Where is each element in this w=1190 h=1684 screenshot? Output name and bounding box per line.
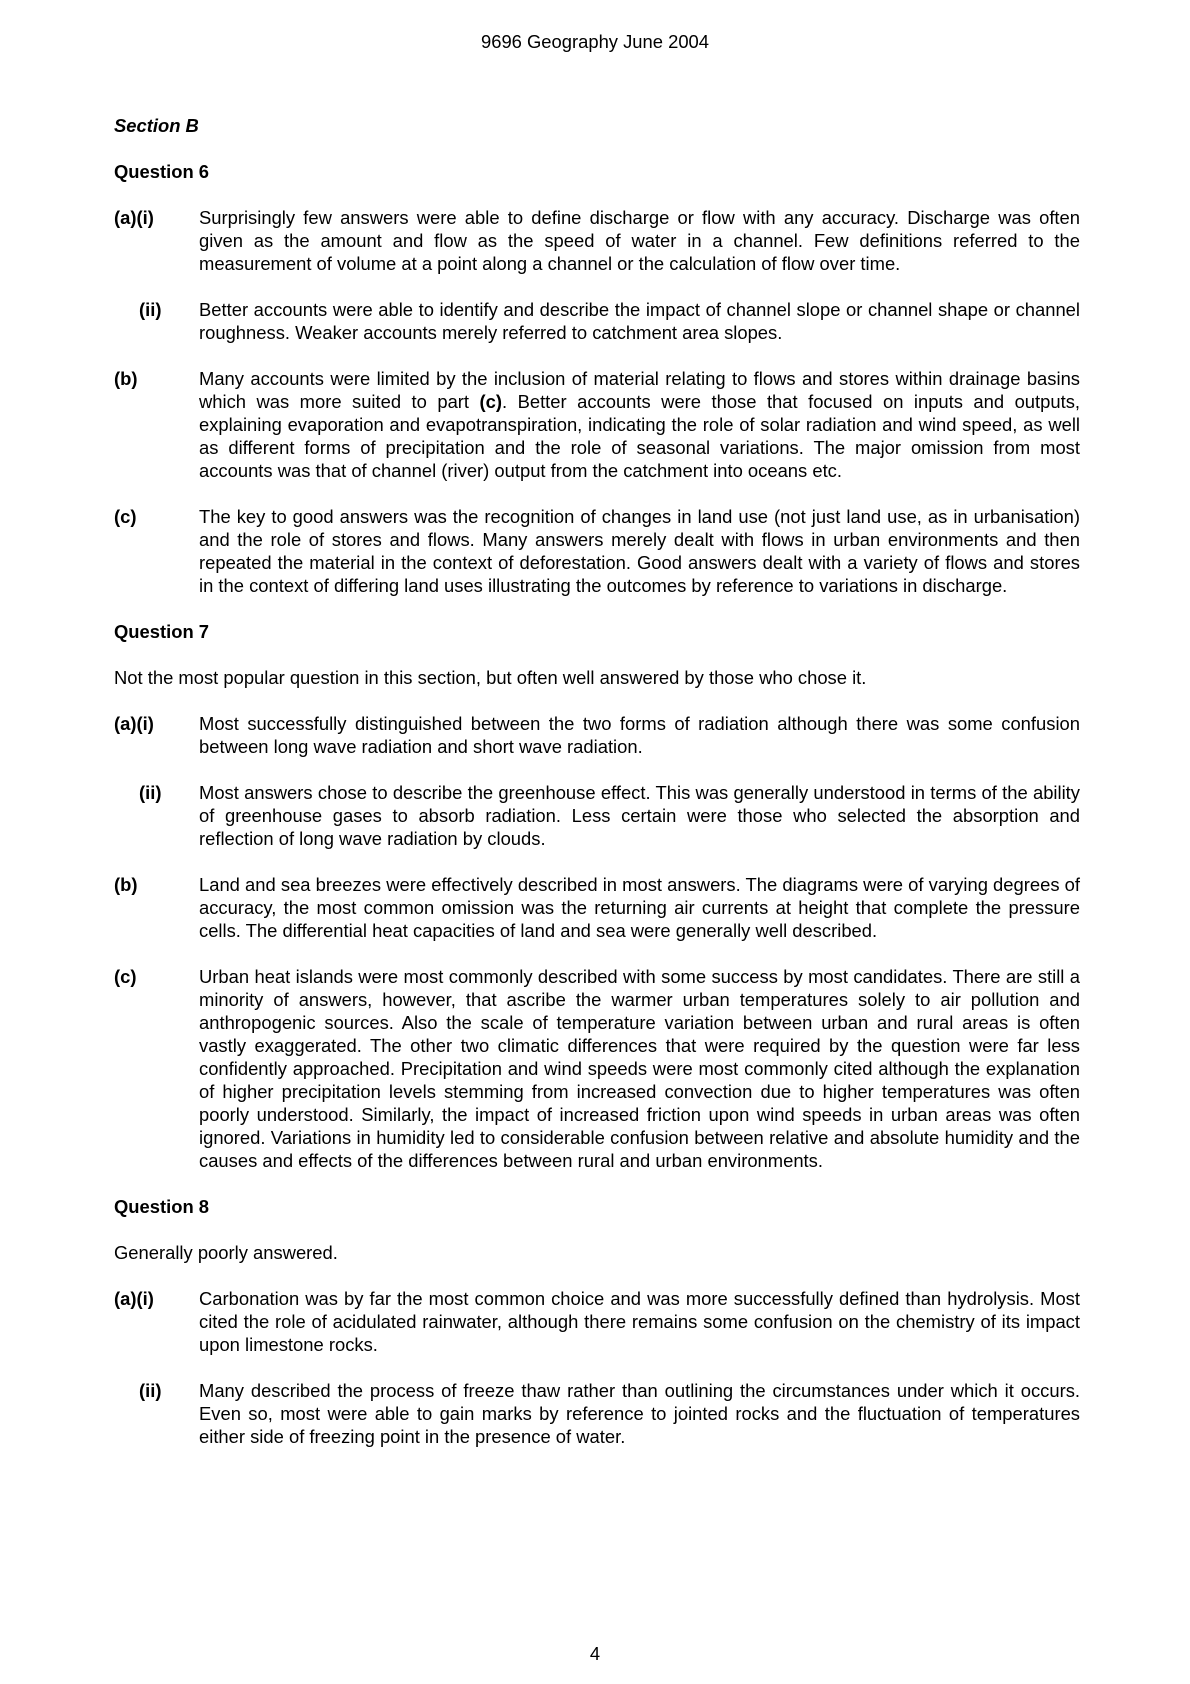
item-label: (b) [114,874,138,895]
item-text: Surprisingly few answers were able to define discharge or flow with any accuracy. Discharge was often given as the amount and flow as the speed of water in a channel. Few definitions referred to the measurement of volume at a point along a channel or the calculation of flow over time. [199,207,1080,274]
item-label: (b) [114,368,138,389]
item-text: Most answers chose to describe the greenhouse effect. This was generally understood in terms of the ability of greenhouse gases to absorb radiation. Less certain were those who selected the absorption and reflection of long wave radiation by clouds. [199,782,1080,849]
item-text: Urban heat islands were most commonly described with some success by most candidates. There are still a minority of answers, however, that ascribe the warmer urban temperatures solely to air pollution and anthropogenic sources. Also the scale of temperature variation between urban and rural areas is often vastly exaggerated. The other two climatic differences that were required by the question were far less confidently approached. Precipitation and wind speeds were most commonly cited although the explanation of higher precipitation levels stemming from increased convection due to higher temperatures was often poorly understood. Similarly, the impact of increased friction upon wind speeds in urban areas was often ignored. Variations in humidity led to considerable confusion between relative and absolute humidity and the causes and effects of the differences between rural and urban environments. [199,966,1080,1171]
question-item [114,505,1080,597]
item-text-start: Many accounts were limited by the inclusion of material relating to flows and stores within drainage basins which was more suited to part [199,368,1080,412]
page-content [114,114,1080,1471]
item-label: (c) [114,506,137,527]
question-item [114,873,1080,942]
item-label: (c) [114,966,137,987]
item-text [199,367,1080,482]
item-text: Better accounts were able to identify and describe the impact of channel slope or channel shape or channel roughness. Weaker accounts merely referred to catchment area slopes. [199,299,1080,343]
part-reference: (c) [479,391,502,412]
item-text: Most successfully distinguished between the two forms of radiation although there was some confusion between long wave radiation and short wave radiation. [199,713,1080,757]
item-label: (a)(i) [114,207,154,228]
item-text: Many described the process of freeze thaw rather than outlining the circumstances under which it occurs. Even so, most were able to gain marks by reference to jointed rocks and the fluctuation of temperatures either side of freezing point in the presence of water. [199,1380,1080,1447]
item-label: (ii) [139,1380,162,1401]
page-header: 9696 Geography June 2004 [480,31,710,52]
question-title: Question 7 [114,621,210,642]
item-label: (ii) [139,782,162,803]
question-intro: Not the most popular question in this section, but often well answered by those who chose it. [114,667,867,688]
question-item [114,298,1080,344]
question-title: Question 8 [114,1196,210,1217]
question-item [114,781,1080,850]
section-title: Section B [114,115,199,136]
item-label: (a)(i) [114,713,154,734]
page-number: 4 [589,1643,601,1664]
question-item [114,206,1080,275]
question-intro: Generally poorly answered. [114,1242,338,1263]
item-label: (a)(i) [114,1288,154,1309]
question-item [114,1287,1080,1356]
item-text: Carbonation was by far the most common choice and was more successfully defined than hydrolysis. Most cited the role of acidulated rainwater, although there remains some confusion on the chemistry of its impact upon limestone rocks. [199,1288,1080,1355]
item-text-end: . Better accounts were those that focused on inputs and outputs, explaining evaporation and evapotranspiration, indicating the role of solar radiation and wind speed, as well as different forms of precipitation and the role of seasonal variations. The major omission from most accounts was that of channel (river) output from the catchment into oceans etc. [199,391,1081,481]
question-item [114,965,1080,1172]
question-item [114,712,1080,758]
item-text: Land and sea breezes were effectively described in most answers. The diagrams were of varying degrees of accuracy, the most common omission was the returning air currents at height that complete the pressure cells. The differential heat capacities of land and sea were generally well described. [199,874,1080,941]
question-item [114,1379,1080,1448]
question-item [114,367,1080,482]
item-label: (ii) [139,299,162,320]
item-text: The key to good answers was the recognition of changes in land use (not just land use, as in urbanisation) and the role of stores and flows. Many answers merely dealt with flows in urban environments and then repeated the material in the context of deforestation. Good answers dealt with a variety of flows and stores in the context of differing land uses illustrating the outcomes by reference to variations in discharge. [199,506,1080,596]
question-title: Question 6 [114,161,210,182]
